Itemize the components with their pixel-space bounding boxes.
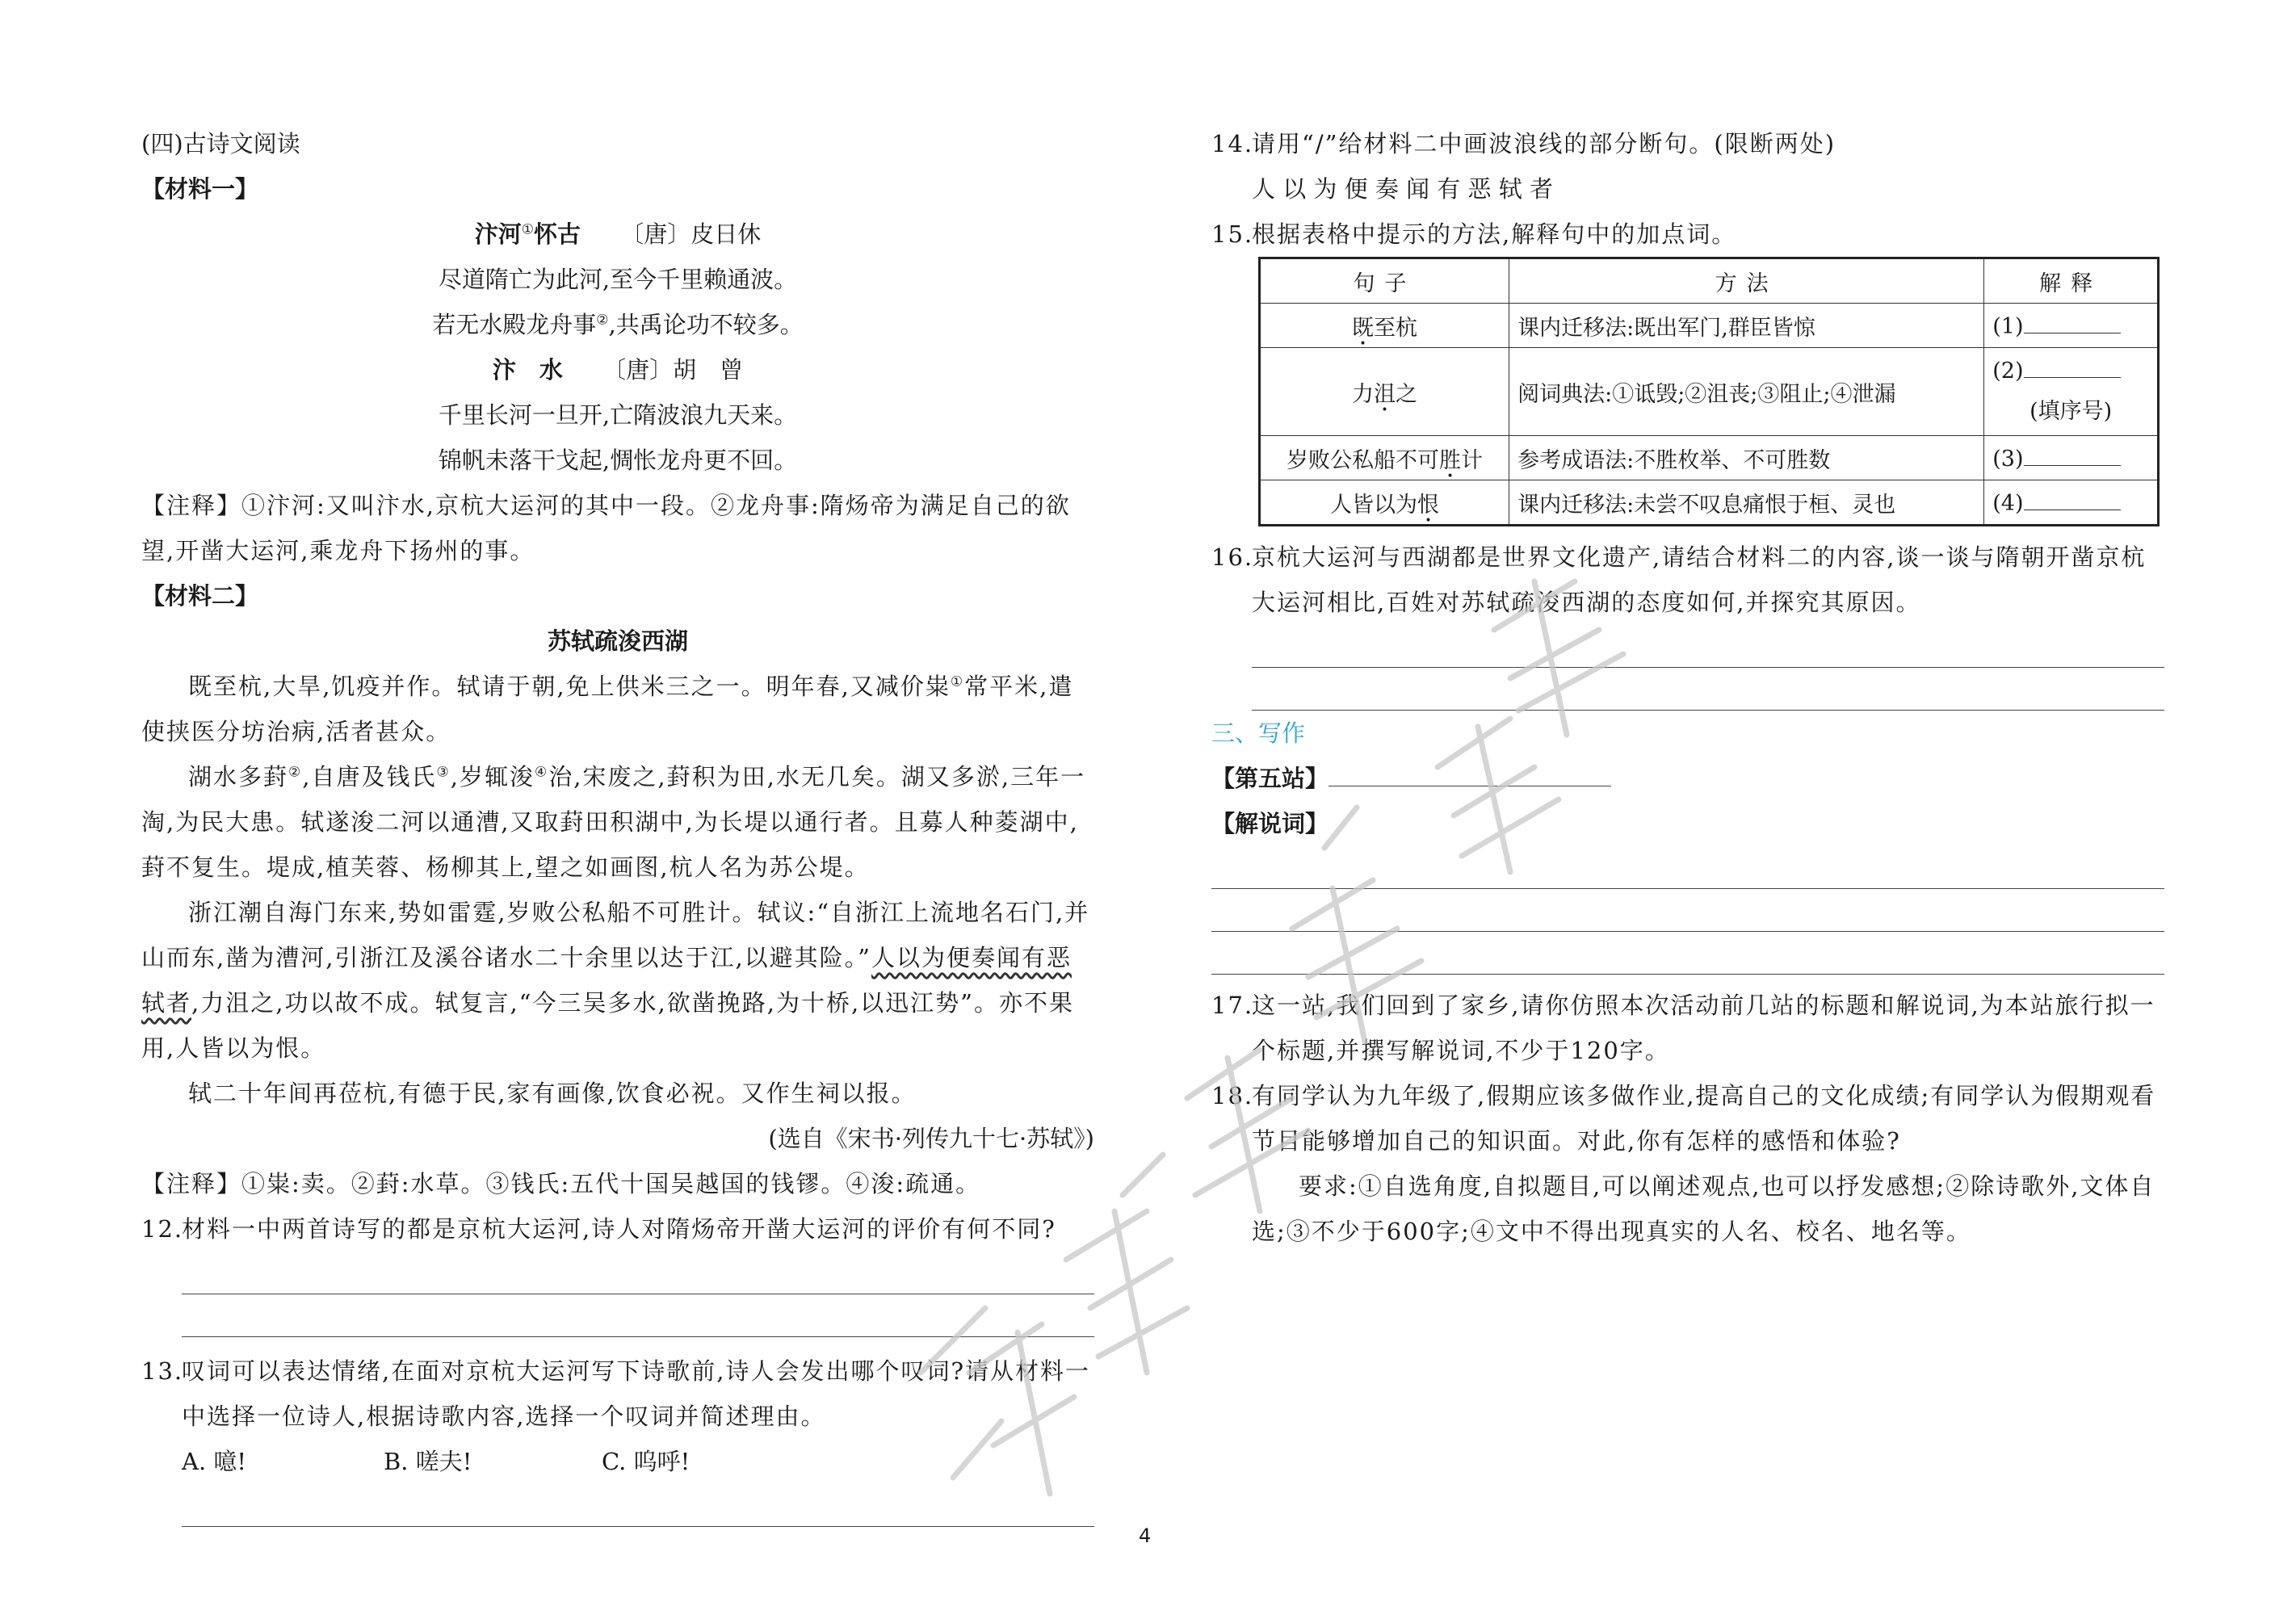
passage-paragraph-1 [141, 664, 1094, 754]
q15-number: 15. [1211, 220, 1254, 248]
writing-section-title: 三、写作 [1211, 719, 1306, 747]
row1-answer-label: (1) [1992, 314, 2024, 339]
p3-dotted-sentence-3: 人皆以为恨 [175, 1034, 301, 1062]
poem1-line1: 尽道隋亡为此河,至今千里赖通波。 [438, 266, 798, 293]
station-row [1211, 756, 2164, 801]
row1-post: 至杭 [1374, 315, 1418, 341]
station-title-blank[interactable] [1328, 761, 1611, 786]
poem1-line2-note: ② [596, 312, 609, 329]
question-14 [1211, 121, 2164, 166]
row3-answer-label: (3) [1992, 447, 2024, 472]
row4-answer-label: (4) [1992, 491, 2024, 516]
q18-requirement: 要求:①自选角度,自拟题目,可以阐述观点,也可以抒发感想;②除诗歌外,文体自选;③不少于600字;④文中不得出现真实的人名、校名、地名等。 [1252, 1172, 2155, 1245]
q15-text: 根据表格中提示的方法,解释句中的加点词。 [1252, 220, 1737, 248]
q16-number: 16. [1211, 543, 1254, 571]
row1-sentence [1260, 304, 1509, 348]
material2-label: 【材料二】 [141, 582, 259, 610]
question-13 [141, 1348, 1094, 1439]
header-explanation: 解释 [1984, 258, 2159, 304]
p3-dotted-sentence-1: 岁败公私船不可胜计 [506, 899, 732, 926]
q13-text: 叹词可以表达情绪,在面对京杭大运河写下诗歌前,诗人会发出哪个叹词?请从材料一中选择一位诗人,根据诗歌内容,选择一个叹词并简述理由。 [182, 1357, 1090, 1430]
poem1-line2a: 若无水殿龙舟事 [432, 311, 597, 338]
row4-sentence [1260, 480, 1509, 526]
row2-answer-label: (2) [1992, 359, 2024, 384]
row4-pre: 人皆以为 [1330, 492, 1418, 518]
q17-number: 17. [1211, 992, 1254, 1019]
header-sentence: 句子 [1260, 258, 1509, 304]
table-row [1260, 436, 2159, 480]
header-method: 方法 [1509, 258, 1984, 304]
p1a: 既至杭,大旱,饥疫并作。轼请于朝,免上供米三之一。明年春,又减价粜 [188, 673, 951, 700]
left-column [141, 121, 1094, 1527]
q13-option-c[interactable]: C. 呜呼! [602, 1448, 690, 1475]
row1-method: 课内迁移法:既出军门,群臣皆惊 [1509, 304, 1984, 348]
row3-post: 计 [1461, 447, 1484, 473]
q16-answer-line-1[interactable] [1252, 625, 2164, 668]
commentary-label: 【解说词】 [1211, 810, 1329, 837]
table-row [1260, 304, 2159, 348]
passage-paragraph-3 [141, 890, 1094, 1071]
p3c: , [191, 989, 201, 1017]
passage-paragraph-4: 轼二十年间再莅杭,有德于民,家有画像,饮食必祝。又作生祠以报。 [188, 1080, 917, 1107]
row2-answer-hint: (填序号) [2029, 399, 2113, 424]
material1-label: 【材料一】 [141, 175, 259, 203]
row2-post: 之 [1396, 381, 1418, 407]
p2d: 治,宋废之,葑积为田,水无几矣。湖又多淤,三年一淘,为民大患。轼遂浚二河以通漕,又取葑田积湖中,为长堤以通行者。且募人种菱湖中,葑不复生。堤成,植芙蓉、杨柳其上,望之如画图,杭人名为苏公堤。 [141, 763, 1086, 881]
row1-dotted-char: 既 [1352, 315, 1375, 341]
q13-number: 13. [141, 1357, 184, 1385]
question-16 [1211, 535, 2164, 625]
row2-sentence [1260, 348, 1509, 436]
question-12 [141, 1206, 1094, 1252]
section-title: (四)古诗文阅读 [141, 130, 300, 157]
q13-option-b[interactable]: B. 嗟夫! [384, 1448, 472, 1475]
poem2-line2: 锦帆未落干戈起,惆怅龙舟更不回。 [438, 447, 798, 474]
poem1-heading [141, 212, 1094, 257]
q14-text: 请用“/”给材料二中画波浪线的部分断句。(限断两处) [1252, 130, 1836, 157]
q12-number: 12. [141, 1215, 184, 1243]
row3-answer-blank[interactable] [2024, 444, 2121, 466]
passage-title: 苏轼疏浚西湖 [547, 627, 688, 655]
row3-sentence [1260, 436, 1509, 480]
p1-note: ① [950, 673, 965, 690]
q13-option-a[interactable]: A. 噫! [182, 1448, 247, 1475]
row2-dotted-char: 沮 [1374, 381, 1396, 407]
q12-answer-line-2[interactable] [182, 1294, 1094, 1337]
p3-wavy-sentence: 人以为便奏闻有恶轼者 [141, 944, 1072, 1017]
p3d: ,功以故不成。轼复言,“今三吴多水,欲凿挽路,为十桥,以迅江势”。亦不果用, [141, 989, 1074, 1062]
row2-answer-blank[interactable] [2024, 356, 2121, 378]
q18-number: 18. [1211, 1082, 1254, 1109]
row2-pre: 力 [1352, 381, 1375, 407]
page-number: 4 [1139, 1524, 1152, 1547]
question-18 [1211, 1073, 2164, 1164]
q13-options [141, 1439, 1094, 1484]
q12-answer-line-1[interactable] [182, 1252, 1094, 1294]
question-15 [1211, 212, 2164, 257]
row4-answer-blank[interactable] [2024, 489, 2121, 510]
row3-pre: 岁败公私船不可 [1287, 447, 1440, 473]
p2c: ,岁辄浚 [450, 763, 535, 791]
q17-text: 这一站,我们回到了家乡,请你仿照本次活动前几站的标题和解说词,为本站旅行拟一个标题,并撰写解说词,不少于120字。 [1252, 992, 2155, 1064]
p1b: 常平米,遣使挟医分坊治病,活者甚众。 [141, 673, 1074, 745]
poem1-title: 汴河 [474, 220, 522, 248]
commentary-line-1[interactable] [1211, 846, 2164, 889]
poem2-title: 汴 水 [492, 356, 563, 384]
row3-dotted-char: 胜 [1439, 447, 1462, 473]
poem1-author: 〔唐〕皮日休 [620, 220, 762, 248]
commentary-line-2[interactable] [1211, 889, 2164, 932]
material1-note: 【注释】①汴河:又叫汴水,京杭大运河的其中一段。②龙舟事:隋炀帝为满足自己的欲望,开凿大运河,乘龙舟下扬州的事。 [141, 492, 1071, 564]
p3e: 。 [300, 1034, 326, 1062]
row1-answer-blank[interactable] [2024, 312, 2121, 333]
q15-table-header [1260, 258, 2159, 304]
p3b: 。轼议:“自浙江上流地名石门,并山而东,凿为漕河,引浙江及溪谷诸水二十余里以达于江,以避其险。” [141, 899, 1090, 971]
p2-note1: ② [288, 764, 303, 781]
p2-note2: ③ [436, 764, 451, 781]
q15-table [1258, 257, 2160, 526]
material2-note: 【注释】①粜:卖。②葑:水草。③钱氏:五代十国吴越国的钱镠。④浚:疏通。 [141, 1170, 981, 1197]
p2a: 湖水多葑 [188, 763, 289, 791]
row4-answer[interactable] [1984, 480, 2159, 526]
poem2-author: 〔唐〕胡 曾 [602, 356, 744, 384]
q14-number: 14. [1211, 130, 1254, 157]
p3a: 浙江潮自海门东来,势如雷霆, [188, 899, 507, 926]
row1-answer[interactable] [1984, 304, 2159, 348]
q16-text: 京杭大运河与西湖都是世界文化遗产,请结合材料二的内容,谈一谈与隋朝开凿京杭大运河相比,百姓对苏轼疏浚西湖的态度如何,并探究其原因。 [1252, 543, 2147, 616]
poem2-heading [141, 347, 1094, 392]
p2b: ,自唐及钱氏 [302, 763, 437, 791]
q14-sentence[interactable]: 人 以 为 便 奏 闻 有 恶 轼 者 [1252, 175, 1553, 203]
poem1-line2 [141, 302, 1094, 347]
table-row [1260, 348, 2159, 436]
commentary-line-3[interactable] [1211, 932, 2164, 975]
question-17 [1211, 983, 2164, 1073]
p2-note3: ④ [534, 764, 549, 781]
row2-method: 阅词典法:①诋毁;②沮丧;③阻止;④泄漏 [1509, 348, 1984, 436]
station-label: 【第五站】 [1211, 765, 1329, 792]
q18-text: 有同学认为九年级了,假期应该多做作业,提高自己的文化成绩;有同学认为假期观看节目能够增加自己的知识面。对此,你有怎样的感悟和体验? [1252, 1082, 2156, 1155]
q12-text: 材料一中两首诗写的都是京杭大运河,诗人对隋炀帝开凿大运河的评价有何不同? [182, 1215, 1056, 1243]
passage-paragraph-2 [141, 754, 1094, 890]
row4-dotted-char: 恨 [1417, 492, 1440, 518]
row3-answer[interactable] [1984, 436, 2159, 480]
p3-dotted-sentence-2: 力沮之 [200, 989, 276, 1017]
poem1-title-note: ① [521, 221, 534, 238]
poem1-title-rest: 怀古 [534, 220, 581, 248]
table-row [1260, 480, 2159, 526]
right-column [1211, 121, 2164, 1254]
row4-method: 课内迁移法:未尝不叹息痛恨于桓、灵也 [1509, 480, 1984, 526]
row2-answer[interactable] [1984, 348, 2159, 436]
poem1-line2b: ,共禹论功不较多。 [608, 311, 804, 338]
row3-method: 参考成语法:不胜枚举、不可胜数 [1509, 436, 1984, 480]
passage-source: (选自《宋书·列传九十七·苏轼》) [768, 1125, 1094, 1152]
q13-answer-line-1[interactable] [182, 1484, 1094, 1527]
poem2-line1: 千里长河一旦开,亡隋波浪九天来。 [438, 401, 798, 429]
q16-answer-line-2[interactable] [1252, 668, 2164, 711]
